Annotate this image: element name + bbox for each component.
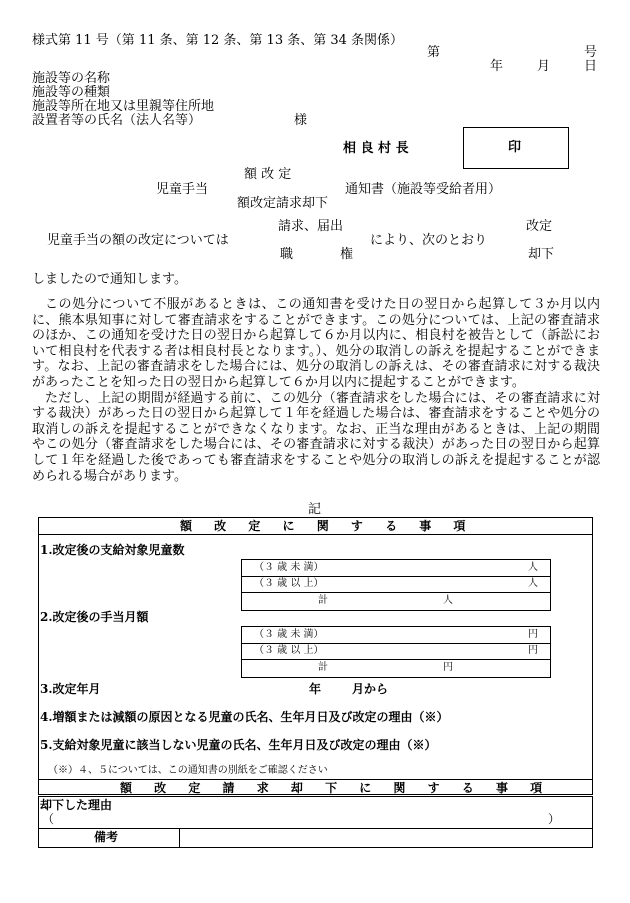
- opt-request: 請求、届出: [278, 219, 344, 234]
- item3-month: 月から: [352, 682, 389, 696]
- item1-divider-2: [241, 592, 550, 593]
- item4-label: 4.増額または減額の原因となる児童の氏名、生年月日及び改定の理由（※）: [40, 710, 449, 724]
- item1-row2-label: （３ 歳 以 上）: [254, 578, 324, 589]
- facility-type-label: 施設等の種類: [32, 85, 111, 100]
- reject-paren-open: （: [42, 812, 55, 826]
- statement-closing: しましたので通知します。: [32, 272, 187, 287]
- item2-row1-unit: 円: [528, 629, 538, 640]
- item2-row1-label: （３ 歳 未 満）: [254, 629, 324, 640]
- statement-mid: により、次のとおり: [370, 233, 488, 248]
- reject-header: 額 改 定 請 求 却 下 に 関 す る 事 項: [120, 781, 552, 795]
- title-prefix: 児童手当: [156, 182, 209, 197]
- table-header: 額 改 定 に 関 す る 事 項: [180, 519, 475, 533]
- item2-label: 2.改定後の手当月額: [40, 610, 149, 624]
- form-number: 様式第 11 号（第 11 条、第 12 条、第 13 条、第 34 条関係）: [32, 33, 404, 48]
- doc-number-prefix: 第: [427, 45, 441, 60]
- reject-divider: [38, 828, 592, 829]
- facility-name-label: 施設等の名称: [32, 71, 111, 86]
- facility-address-label: 施設等所在地又は里親等住所地: [32, 99, 215, 114]
- item2-divider-1: [241, 643, 550, 644]
- item1-row2-unit: 人: [528, 578, 538, 589]
- item2-total-unit: 円: [443, 662, 453, 673]
- reject-top-divider: [38, 779, 592, 780]
- reject-paren-close: ）: [548, 812, 561, 826]
- opt-kaitei: 改定: [526, 219, 553, 234]
- item2-divider-2: [241, 659, 550, 660]
- honorific: 様: [294, 113, 308, 128]
- reject-reason-label: 却下した理由: [40, 798, 113, 812]
- item1-row1-label: （３ 歳 未 満）: [254, 562, 324, 573]
- title-suffix: 通知書（施設等受給者用）: [345, 182, 502, 197]
- item1-divider-1: [241, 576, 550, 577]
- item1-label: 1.改定後の支給対象児童数: [40, 543, 185, 557]
- issuer-title: 相 良 村 長: [343, 141, 409, 156]
- appeal-text: [32, 297, 600, 484]
- remarks-divider: [179, 828, 180, 847]
- remarks-label: 備考: [94, 830, 119, 844]
- table-header-divider: [38, 534, 592, 535]
- item3-label: 3.改定年月: [40, 682, 101, 696]
- title-kaitei: 額 改 定: [244, 167, 292, 182]
- item5-label: 5.支給対象児童に該当しない児童の氏名、生年月日及び改定の理由（※）: [40, 738, 437, 752]
- reject-box: [38, 796, 593, 848]
- item2-row2-unit: 円: [528, 645, 538, 656]
- opt-shoku: 職: [280, 247, 294, 262]
- date-day: 日: [584, 59, 598, 74]
- opt-kyakka: 却下: [528, 247, 555, 262]
- title-reject: 額改定請求却下: [237, 196, 329, 211]
- date-month: 月: [537, 59, 551, 74]
- item1-row1-unit: 人: [528, 562, 538, 573]
- appeal-paragraph-1: この処分について不服があるときは、この通知書を受けた日の翌日から起算して３か月以内に、熊本県知事に対して審査請求をすることができます。この処分については、上記の審査請求のほか、この通知を受けた日の翌日から起算して６か月以内に、相良村を被告として（訴訟において相良村を代表する者は相良村長となります。）、処分の取消しの訴えを提起することができます。なお、上記の審査請求をした場合には、処分の取消しの訴えは、その審査請求に対する裁決があったことを知った日の翌日から起算して６か月以内に提起することができます。: [32, 297, 600, 390]
- item2-total-label: 計: [318, 662, 328, 673]
- item2-row2-label: （３ 歳 以 上）: [254, 645, 324, 656]
- doc-number-suffix: 号: [584, 45, 598, 60]
- item1-total-unit: 人: [443, 595, 453, 606]
- opt-ken: 権: [340, 247, 354, 262]
- item3-year: 年: [309, 682, 322, 696]
- appeal-paragraph-2: ただし、上記の期間が経過する前に、この処分（審査請求をした場合には、その審査請求に対する裁決）があった日の翌日から起算して１年を経過した場合は、審査請求をすることや処分の取消しの訴えを提起することができなくなります。なお、正当な理由があるときは、上記の期間やこの処分（審査請求をした場合には、その審査請求に対する裁決）があった日の翌日から起算して１年を経過した後であっても審査請求をすることや処分の取消しの訴えを提起することが認められる場合があります。: [32, 390, 600, 484]
- table-note: （※）４、５については、この通知書の別紙をご確認ください: [48, 765, 328, 776]
- item1-total-label: 計: [318, 595, 328, 606]
- founder-name-label: 設置者等の氏名（法人名等）: [32, 113, 202, 128]
- date-year: 年: [490, 59, 504, 74]
- statement-lead: 児童手当の額の改定については: [47, 233, 229, 248]
- seal-mark: 印: [508, 140, 522, 155]
- ki-mark: 記: [308, 502, 322, 517]
